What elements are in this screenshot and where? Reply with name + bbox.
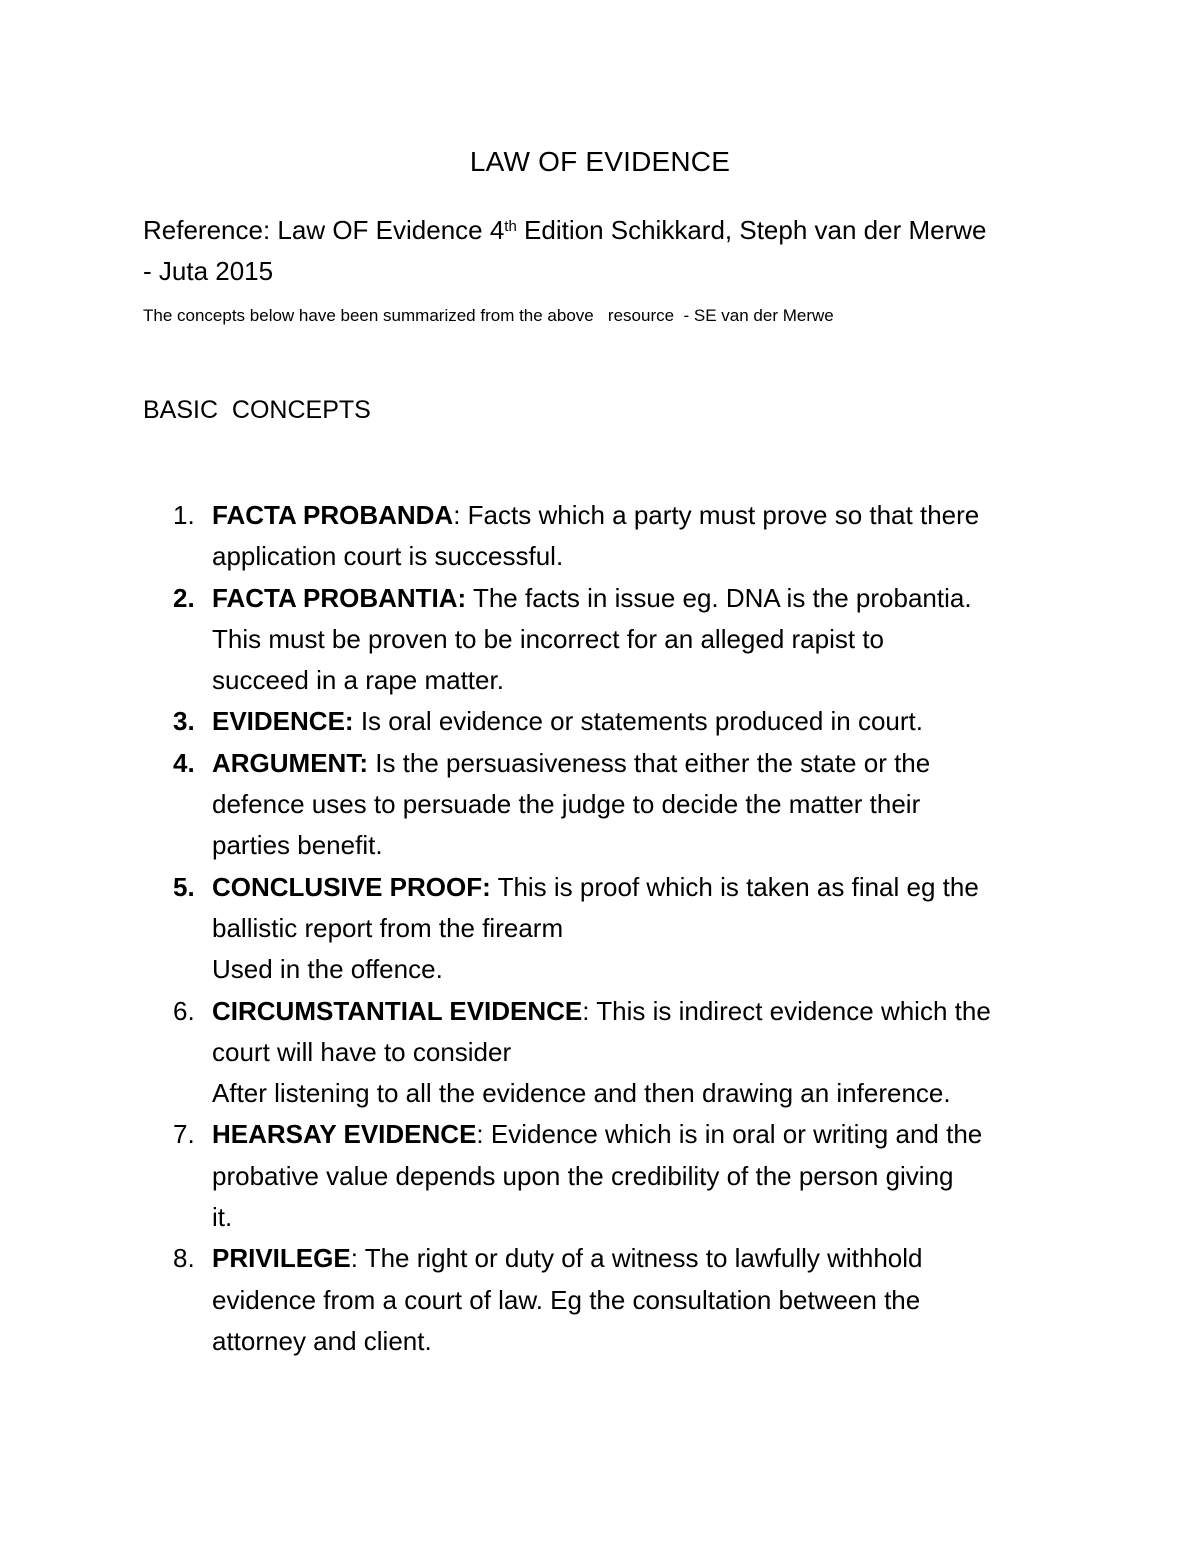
concept-term: EVIDENCE: bbox=[212, 706, 354, 737]
item-number: 4. bbox=[173, 747, 195, 778]
item-number: 7. bbox=[173, 1119, 195, 1150]
definition-line: application court is successful. bbox=[212, 541, 564, 572]
list-item bbox=[143, 991, 1063, 1115]
item-number: 3. bbox=[173, 706, 195, 737]
document-title: LAW OF EVIDENCE bbox=[469, 146, 731, 177]
term-separator: : bbox=[453, 500, 468, 530]
definition-line: court will have to consider bbox=[212, 1036, 512, 1067]
concept-term: PRIVILEGE bbox=[212, 1243, 351, 1274]
definition-line: ballistic report from the firearm bbox=[212, 912, 564, 943]
edition-superscript: th bbox=[504, 218, 517, 235]
definition-line: evidence from a court of law. Eg the consultation between the bbox=[212, 1284, 921, 1315]
definition-line: The right or duty of a witness to lawfully withhold bbox=[364, 1243, 923, 1274]
concept-term: HEARSAY EVIDENCE bbox=[212, 1119, 477, 1150]
definition-line: succeed in a rape matter. bbox=[212, 665, 504, 696]
reference-authors: Edition Schikkard, Steph van der Merwe bbox=[516, 215, 987, 245]
definition-line: attorney and client. bbox=[212, 1325, 432, 1356]
list-item bbox=[143, 701, 1063, 742]
definition-line: After listening to all the evidence and then drawing an inference. bbox=[212, 1078, 951, 1109]
concepts-list bbox=[143, 495, 1063, 1362]
concept-term: CONCLUSIVE PROOF: bbox=[212, 871, 491, 902]
definition-line: Facts which a party must prove so that there bbox=[467, 500, 980, 530]
reference-publisher: - Juta 2015 bbox=[143, 256, 274, 286]
section-heading: BASIC CONCEPTS bbox=[143, 396, 371, 424]
term-separator: : bbox=[476, 1119, 491, 1150]
concept-term: FACTA PROBANTIA: bbox=[212, 582, 467, 613]
definition-line: This is indirect evidence which the bbox=[596, 995, 991, 1026]
concept-term: ARGUMENT: bbox=[212, 747, 368, 778]
item-number: 1. bbox=[173, 500, 195, 530]
definition-line: This is proof which is taken as final eg the bbox=[497, 871, 979, 902]
reference-citation bbox=[143, 210, 1073, 292]
term-separator bbox=[491, 872, 498, 902]
definition-line: Is the persuasiveness that either the state or the bbox=[375, 747, 931, 778]
summary-note: The concepts below have been summarized from the above resource - SE van der Merwe bbox=[143, 306, 834, 325]
definition-line: The facts in issue eg. DNA is the probantia. bbox=[472, 582, 972, 613]
definition-line: Used in the offence. bbox=[212, 954, 443, 985]
item-number: 2. bbox=[173, 582, 195, 613]
definition-line: probative value depends upon the credibility of the person giving bbox=[212, 1160, 954, 1191]
term-separator: : bbox=[582, 995, 597, 1026]
list-item bbox=[143, 578, 1063, 702]
item-number: 8. bbox=[173, 1243, 195, 1274]
list-item bbox=[143, 1114, 1063, 1238]
list-item bbox=[143, 495, 1063, 578]
definition-line: parties benefit. bbox=[212, 830, 383, 861]
list-item bbox=[143, 867, 1063, 991]
definition-line: This must be proven to be incorrect for an alleged rapist to bbox=[212, 623, 885, 654]
list-item bbox=[143, 743, 1063, 867]
definition-line: Evidence which is in oral or writing and the bbox=[490, 1119, 983, 1150]
list-item bbox=[143, 1238, 1063, 1362]
item-number: 5. bbox=[173, 871, 195, 902]
term-separator bbox=[466, 583, 473, 613]
definition-line: defence uses to persuade the judge to decide the matter their bbox=[212, 789, 921, 820]
term-separator: : bbox=[350, 1243, 365, 1274]
item-number: 6. bbox=[173, 995, 195, 1026]
concept-term: FACTA PROBANDA bbox=[212, 500, 454, 530]
term-separator bbox=[354, 706, 361, 736]
concept-term: CIRCUMSTANTIAL EVIDENCE bbox=[212, 995, 583, 1026]
definition-line: it. bbox=[212, 1202, 233, 1233]
reference-text: Reference: Law OF Evidence 4 bbox=[143, 215, 505, 245]
definition-line: Is oral evidence or statements produced in court. bbox=[360, 706, 923, 737]
